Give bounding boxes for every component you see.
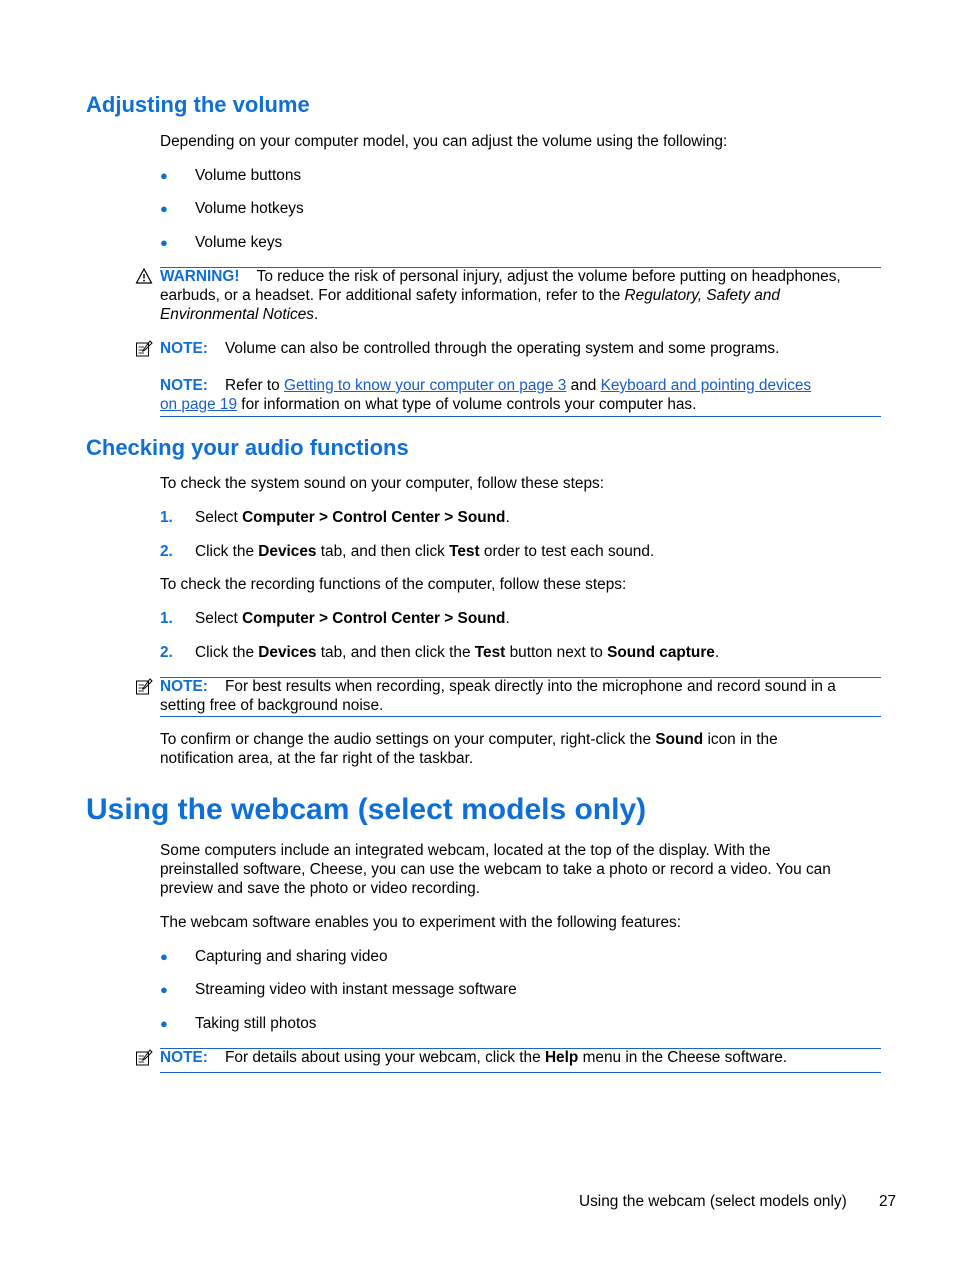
warning-block bbox=[160, 267, 881, 324]
link-keyboard-pointing[interactable]: Keyboard and pointing devices bbox=[600, 377, 812, 394]
list-item: Taking still photos bbox=[195, 1015, 317, 1032]
list-item: Volume buttons bbox=[195, 167, 302, 184]
bullet-icon: ● bbox=[160, 235, 168, 250]
warning-period: . bbox=[313, 306, 319, 323]
step-text-mid2: button next to bbox=[505, 644, 608, 661]
page-number: 27 bbox=[879, 1193, 897, 1210]
confirm-text: To confirm or change the audio settings on your computer, right-click the bbox=[160, 731, 656, 748]
warning-label: WARNING! bbox=[160, 268, 240, 285]
step-text-post: . bbox=[714, 644, 720, 661]
step-bold-devices: Devices bbox=[258, 543, 317, 560]
step-number: 1. bbox=[160, 509, 173, 526]
webcam-line: Some computers include an integrated webcam, located at the top of the display. With the bbox=[160, 842, 771, 859]
step-number: 1. bbox=[160, 610, 173, 627]
step-text-post: order to test each sound. bbox=[479, 543, 655, 560]
bullet-icon: ● bbox=[160, 168, 168, 183]
note-refer-post: for information on what type of volume controls your computer has. bbox=[237, 396, 697, 413]
note-bottom-rule bbox=[160, 416, 881, 417]
note-volume-os bbox=[160, 339, 779, 358]
section1-intro: Depending on your computer model, you can adjust the volume using the following: bbox=[160, 133, 728, 150]
note-pencil-icon bbox=[135, 1049, 153, 1067]
confirm-paragraph bbox=[160, 730, 881, 768]
step-text bbox=[195, 609, 510, 628]
heading-adjusting-volume: Adjusting the volume bbox=[86, 92, 310, 117]
note-pencil-icon bbox=[135, 340, 153, 358]
note-text-line2: setting free of background noise. bbox=[160, 697, 384, 714]
note-text-post: menu in the Cheese software. bbox=[578, 1049, 788, 1066]
step-number: 2. bbox=[160, 543, 173, 560]
warning-italic-ref: Regulatory, Safety and bbox=[624, 287, 780, 304]
confirm-text-post: icon in the bbox=[703, 731, 778, 748]
bullet-icon: ● bbox=[160, 982, 168, 997]
bullet-icon: ● bbox=[160, 949, 168, 964]
list-item: Volume keys bbox=[195, 234, 283, 251]
footer-section-title: Using the webcam (select models only) bbox=[579, 1193, 847, 1210]
warning-triangle-icon bbox=[135, 267, 153, 285]
step-text bbox=[195, 508, 510, 527]
note-bottom-rule bbox=[160, 1072, 881, 1073]
note-webcam-help bbox=[160, 1048, 787, 1067]
note-refer-text: Refer to bbox=[225, 377, 285, 394]
webcam-paragraph bbox=[160, 841, 881, 898]
step-text-post: . bbox=[505, 509, 510, 526]
link-keyboard-pointing-page[interactable]: on page 19 bbox=[160, 396, 238, 413]
note-label: NOTE: bbox=[160, 678, 208, 695]
confirm-bold-sound: Sound bbox=[655, 731, 704, 748]
step-menu-path: Computer > Control Center > Sound bbox=[242, 509, 506, 526]
bullet-icon: ● bbox=[160, 201, 168, 216]
note-label: NOTE: bbox=[160, 340, 208, 357]
note-text: For best results when recording, speak directly into the microphone and record sound in a bbox=[225, 678, 836, 695]
section2-intro2: To check the recording functions of the computer, follow these steps: bbox=[160, 576, 627, 593]
list-item: Volume hotkeys bbox=[195, 200, 304, 217]
warning-italic-ref-2: Environmental Notices bbox=[160, 306, 314, 323]
warning-text-line2: earbuds, or a headset. For additional safety information, refer to the bbox=[160, 287, 625, 304]
note-bold-help: Help bbox=[544, 1049, 579, 1066]
webcam-line: preinstalled software, Cheese, you can use the webcam to take a photo or record a video. You can bbox=[160, 861, 831, 878]
note-bottom-rule bbox=[160, 716, 881, 717]
note-and-text: and bbox=[566, 377, 601, 394]
step-text bbox=[195, 643, 719, 662]
step-text-mid: tab, and then click the bbox=[316, 644, 475, 661]
step-bold-test: Test bbox=[474, 644, 506, 661]
note-label: NOTE: bbox=[160, 1049, 208, 1066]
step-text-post: . bbox=[505, 610, 510, 627]
heading-checking-audio: Checking your audio functions bbox=[86, 435, 409, 460]
step-text-pre: Click the bbox=[195, 543, 259, 560]
step-number: 2. bbox=[160, 644, 173, 661]
webcam-line: preview and save the photo or video recording. bbox=[160, 880, 480, 897]
note-label: NOTE: bbox=[160, 377, 208, 394]
link-getting-to-know[interactable]: Getting to know your computer on page 3 bbox=[284, 377, 567, 394]
webcam-intro: The webcam software enables you to experiment with the following features: bbox=[160, 914, 681, 931]
heading-using-webcam: Using the webcam (select models only) bbox=[86, 793, 647, 826]
step-menu-path: Computer > Control Center > Sound bbox=[242, 610, 506, 627]
step-text-pre: Select bbox=[195, 509, 243, 526]
list-item: Capturing and sharing video bbox=[195, 948, 388, 965]
step-text-mid: tab, and then click bbox=[316, 543, 450, 560]
step-bold-devices: Devices bbox=[258, 644, 317, 661]
list-item: Streaming video with instant message software bbox=[195, 981, 517, 998]
note-refer-block bbox=[160, 376, 881, 414]
step-text-pre: Select bbox=[195, 610, 243, 627]
note-text: Volume can also be controlled through the operating system and some programs. bbox=[225, 340, 780, 357]
section2-intro1: To check the system sound on your computer, follow these steps: bbox=[160, 475, 604, 492]
step-text-pre: Click the bbox=[195, 644, 259, 661]
step-bold-sound-capture: Sound capture bbox=[607, 644, 715, 661]
step-text bbox=[195, 542, 654, 561]
warning-text-line1: To reduce the risk of personal injury, adjust the volume before putting on headphones, bbox=[256, 268, 841, 285]
note-recording-block bbox=[160, 677, 881, 715]
confirm-text-line2: notification area, at the far right of the taskbar. bbox=[160, 750, 474, 767]
step-bold-test: Test bbox=[449, 543, 480, 560]
note-pencil-icon bbox=[135, 678, 153, 696]
note-text: For details about using your webcam, click the bbox=[225, 1049, 545, 1066]
bullet-icon: ● bbox=[160, 1016, 168, 1031]
